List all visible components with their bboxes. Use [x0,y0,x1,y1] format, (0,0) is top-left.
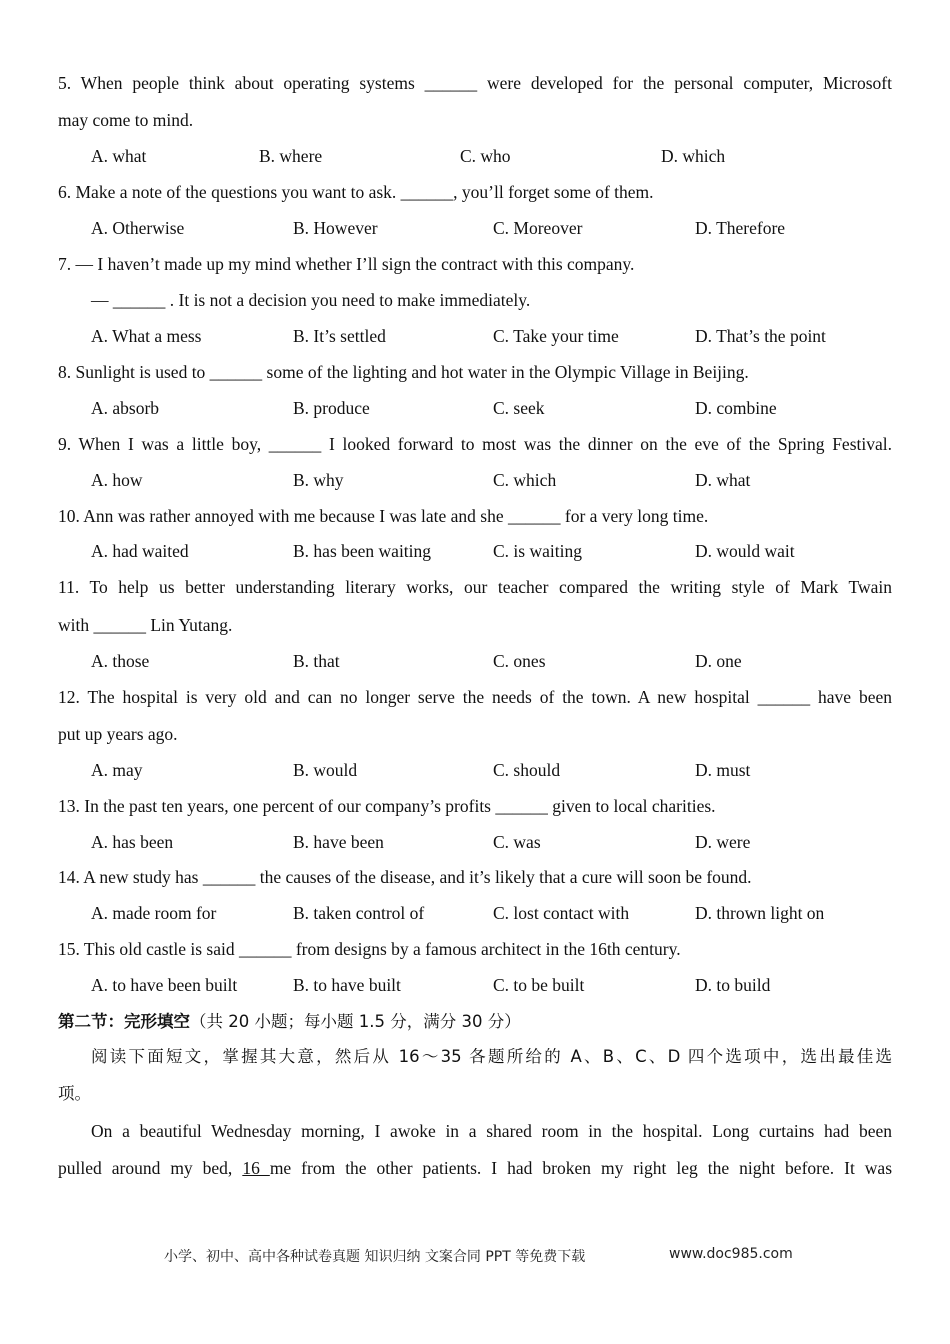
q8-option-a: A. absorb [91,398,160,418]
q6-options [0,217,950,239]
section2-instruction-line2: 项。 [58,1084,91,1103]
q14-option-b: B. taken control of [293,903,425,923]
q13-option-a: A. has been [91,832,174,852]
q11-stem-line2: with ______ Lin Yutang. [58,615,233,635]
q10-option-a: A. had waited [91,541,189,561]
q8-option-c: C. seek [493,398,545,418]
q14-option-c: C. lost contact with [493,903,630,923]
q12-stem-line2: put up years ago. [58,724,178,744]
q5-options [0,145,950,167]
q6-option-a: A. Otherwise [91,218,185,238]
q11-option-a: A. those [91,651,150,671]
section2-instruction-line1: 阅读下面短文，掌握其大意，然后从 16～35 各题所给的 A、B、C、D 四个选项中，选出最佳选 [91,1047,892,1066]
q7-stem-line1: 7. — I haven’t made up my mind whether I’ll sign the contract with this company. [58,254,635,274]
q14-option-a: A. made room for [91,903,217,923]
q15-option-a: A. to have been built [91,975,238,995]
q6-stem: 6. Make a note of the questions you want to ask. ______, you’ll forget some of them. [58,182,654,202]
q13-option-b: B. have been [293,832,384,852]
q9-option-c: C. which [493,470,557,490]
section2-heading [58,1010,892,1033]
q5-option-b: B. where [259,146,323,166]
q9-option-d: D. what [695,470,751,490]
q13-option-d: D. were [695,832,751,852]
q7-option-d: D. That’s the point [695,326,826,346]
q12-option-a: A. may [91,760,143,780]
q11-option-d: D. one [695,651,742,671]
q12-option-d: D. must [695,760,751,780]
section2-title: 第二节：完形填空 [58,1012,190,1031]
q6-option-d: D. Therefore [695,218,786,238]
q14-option-d: D. thrown light on [695,903,825,923]
passage-line1: On a beautiful Wednesday morning, I awoke in a shared room in the hospital. Long curtains had been [91,1121,892,1141]
q14-stem: 14. A new study has ______ the causes of the disease, and it’s likely that a cure will soon be found. [58,867,752,887]
q8-option-b: B. produce [293,398,370,418]
q5-stem-line2: may come to mind. [58,110,194,130]
q5-stem-line1: 5. When people think about operating systems ______ were developed for the personal computer, Microsoft [58,73,892,93]
q10-options [0,540,950,562]
q15-option-b: B. to have built [293,975,401,995]
passage-line2-before: pulled around my bed, [58,1158,243,1178]
q8-stem: 8. Sunlight is used to ______ some of the lighting and hot water in the Olympic Village in Beijing. [58,362,749,382]
passage-line2-after: me from the other patients. I had broken my right leg the night before. It was [269,1158,893,1178]
q6-option-c: C. Moreover [493,218,583,238]
q8-options [0,397,950,419]
q12-stem-line1: 12. The hospital is very old and can no longer serve the needs of the town. A new hospital ______ have been [58,687,892,707]
q13-stem: 13. In the past ten years, one percent of our company’s profits ______ given to local charities. [58,796,716,816]
q14-options [0,902,950,924]
q15-stem: 15. This old castle is said ______ from designs by a famous architect in the 16th century. [58,939,681,959]
q11-stem-line1: 11. To help us better understanding literary works, our teacher compared the writing style of Mark Twain [58,577,892,597]
q7-option-a: A. What a mess [91,326,202,346]
q7-option-b: B. It’s settled [293,326,386,346]
q11-option-b: B. that [293,651,340,671]
q9-option-a: A. how [91,470,143,490]
q7-options [0,325,950,347]
q13-option-c: C. was [493,832,541,852]
q12-option-b: B. would [293,760,358,780]
q5-option-d: D. which [661,146,726,166]
passage-blank-16: 16 [242,1158,270,1178]
q15-options [0,974,950,996]
q13-options [0,831,950,853]
q15-option-d: D. to build [695,975,771,995]
section2-note: （共 20 小题；每小题 1.5 分，满分 30 分） [190,1012,521,1031]
q5-option-c: C. who [460,146,511,166]
footer-text: 小学、初中、高中各种试卷真题 知识归纳 文案合同 PPT 等免费下载 [164,1249,586,1265]
q9-options [0,469,950,491]
q9-stem: 9. When I was a little boy, ______ I looked forward to most was the dinner on the eve of the Spring Festival. [58,434,892,454]
q5-option-a: A. what [91,146,147,166]
q7-stem-line2: — ______ . It is not a decision you need to make immediately. [91,290,531,310]
footer-url: www.doc985.com [669,1246,793,1262]
passage-line2 [58,1157,892,1179]
q7-option-c: C. Take your time [493,326,619,346]
q10-option-d: D. would wait [695,541,795,561]
page-footer [0,1246,950,1266]
q12-options [0,759,950,781]
q8-option-d: D. combine [695,398,777,418]
q12-option-c: C. should [493,760,561,780]
q10-option-b: B. has been waiting [293,541,432,561]
q11-options [0,650,950,672]
q10-option-c: C. is waiting [493,541,582,561]
q10-stem: 10. Ann was rather annoyed with me because I was late and she ______ for a very long time. [58,506,709,526]
q15-option-c: C. to be built [493,975,585,995]
q6-option-b: B. However [293,218,378,238]
q9-option-b: B. why [293,470,344,490]
q11-option-c: C. ones [493,651,546,671]
